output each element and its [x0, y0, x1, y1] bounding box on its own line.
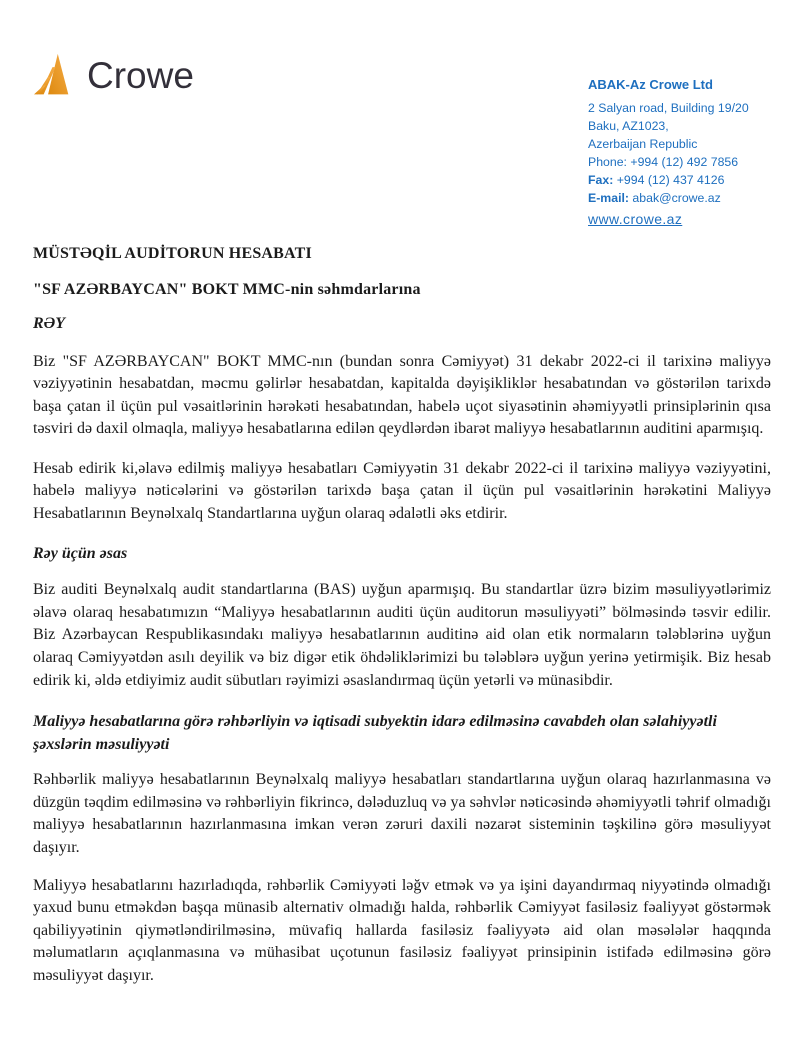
fax-label: Fax: [588, 173, 614, 187]
section-heading-opinion: RƏY [33, 315, 65, 332]
phone-label: Phone: [588, 155, 627, 169]
contact-address-line-1: 2 Salyan road, Building 19/20 [588, 101, 749, 115]
email-label: E-mail: [588, 191, 629, 205]
report-title: MÜSTƏQİL AUDİTORUN HESABATI [33, 245, 312, 262]
paragraph-responsibility-1: Rəhbərlik maliyyə hesabatlarının Beynəlxalq maliyyə hesabatları standartlarına uyğun olaraq hazırlanmasına və düzgün təqdim edilməsinə və rəhbərliyin fikrincə, dələduzluq və ya səhvlər nəticəsində əhəmiyyətli təhrif olmadığı maliyyə hesabatlarının hazırlanmasına imkan verən zəruri daxili nəzarət sisteminin təşkilinə görə məsuliyyət daşıyır. [33, 771, 771, 856]
contact-company-name: ABAK-Az Crowe Ltd [588, 77, 713, 92]
crowe-logo-wordmark: Crowe [87, 54, 194, 96]
paragraph-basis-1: Biz auditi Beynəlxalq audit standartlarına (BAS) uyğun aparmışıq. Bu standartlar üzrə bizim məsuliyyətlərimiz əlavə olaraq hesabatımızın “Maliyyə hesabatlarının auditi üçün auditorun məsuliyyəti” bölməsində təsvir edilir. Biz Azərbaycan Respublikasındakı maliyyə hesabatlarının auditinə aid olan etik normaların tələblərinə uyğun olaraq Cəmiyyətdən asılı deyilik və biz digər etik öhdəliklərimizi bu tələblərə uyğun yerinə yetirmişik. Biz hesab edirik ki, əldə etdiyimiz audit sübutları rəyimizi əsaslandırmaq üçün yetərli və münasibdir. [33, 581, 771, 689]
phone-value: +994 (12) 492 7856 [630, 155, 739, 169]
report-addressee: "SF AZƏRBAYCAN" BOKT MMC-nin səhmdarlarına [33, 281, 421, 298]
paragraph-responsibility-2: Maliyyə hesabatlarını hazırladıqda, rəhbərlik Cəmiyyəti ləğv etmək və ya işini dayandırmaq niyyətində olmadığı yaxud bunu etməkdən başqa münasib alternativ olmadığı halda, rəhbərlik Cəmiyyət fasiləsiz fəaliyyət göstərmək qabiliyyətinin qiymətləndirilməsinə, müvafiq hallarda fasiləsiz fəaliyyətə aid olan məsələlər haqqında məlumatların açıqlanmasına və mühasibat uçotunun fasiləsiz fəaliyyət prinsipinin istifadə edilməsinə görə məsuliyyət daşıyır. [33, 876, 771, 984]
contact-address-line-2: Baku, AZ1023, [588, 119, 669, 133]
fax-value: +994 (12) 437 4126 [616, 173, 725, 187]
website-link[interactable]: www.crowe.az [588, 211, 683, 227]
section-heading-management-responsibility: Maliyyə hesabatlarına görə rəhbərliyin və iqtisadi subyektin idarə edilməsinə cavabdeh olan səlahiyyətli şəxslərin məsuliyyəti [33, 713, 717, 753]
section-heading-basis-for-opinion: Rəy üçün əsas [33, 544, 128, 562]
paragraph-opinion-2: Hesab edirik ki,əlavə edilmiş maliyyə hesabatları Cəmiyyətin 31 dekabr 2022-ci il tarixinə maliyyə vəziyyətini, habelə maliyyə nəticələrini və göstərilən tarixdə başa çatan il üçün pul vəsaitlərinin hərəkətini Maliyyə Hesabatlarının Beynəlxalq Standartlarına uyğun olaraq ədalətli əks etdirir. [33, 459, 771, 523]
report-body [33, 0, 771, 987]
paragraph-opinion-1: Biz "SF AZƏRBAYCAN" BOKT MMC-nın (bundan sonra Cəmiyyət) 31 dekabr 2022-ci il tarixinə maliyyə vəziyyətinin hesabatdan, məcmu gəlirlər hesabatdan, kapitalda dəyişikliklər hesabatından və göstərilən tarixdə başa çatan il üçün pul vəsaitlərinin hərəkəti hesabatından, habelə uçot siyasətinin əhəmiyyətli prinsiplərinin qısa təsviri də daxil olmaqla, maliyyə hesabatlarına edilən qeydlərdən ibarət maliyyə hesabatlarının auditini aparmışıq. [33, 352, 771, 438]
email-value: abak@crowe.az [632, 191, 721, 205]
contact-address-line-3: Azerbaijan Republic [588, 137, 698, 151]
